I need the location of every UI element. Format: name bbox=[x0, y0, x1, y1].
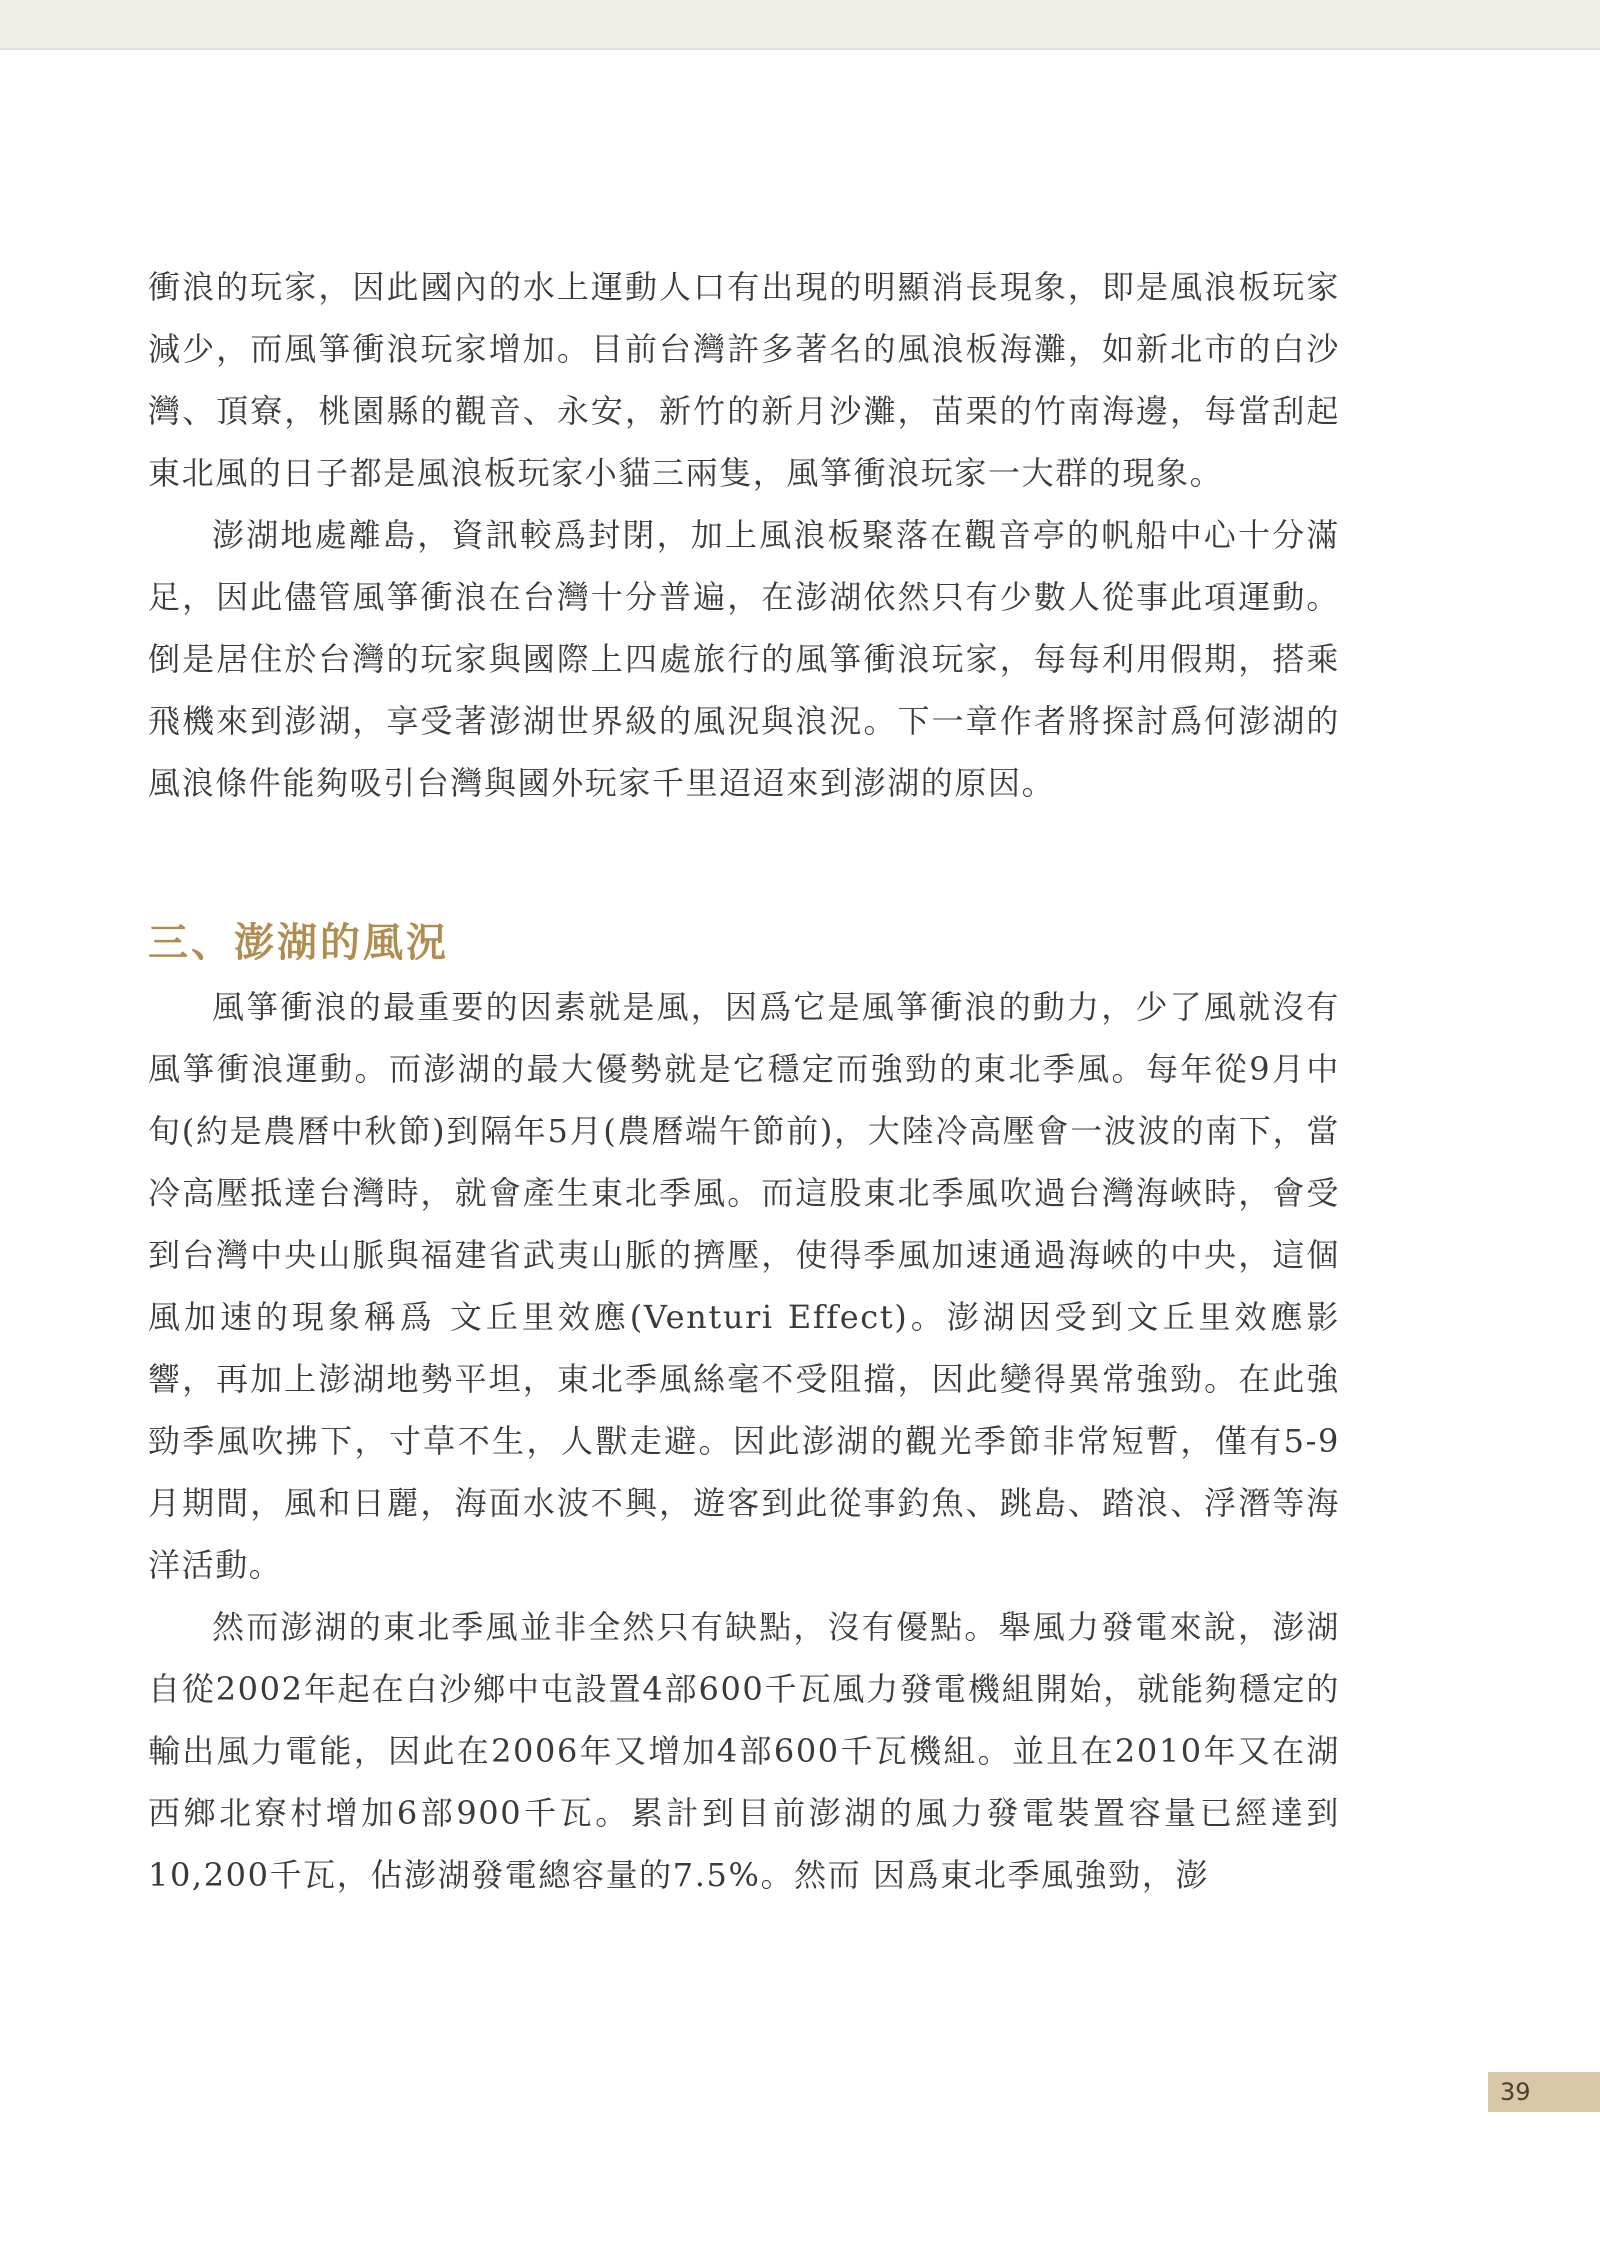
body-paragraph-2: 澎湖地處離島，資訊較爲封閉，加上風浪板聚落在觀音亭的帆船中心十分滿足，因此儘管風箏衝浪在台灣十分普遍，在澎湖依然只有少數人從事此項運動。倒是居住於台灣的玩家與國際上四處旅行的風箏衝浪玩家，每每利用假期，搭乘飛機來到澎湖，享受著澎湖世界級的風況與浪況。下一章作者將探討爲何澎湖的風浪條件能夠吸引台灣與國外玩家千里迢迢來到澎湖的原因。 bbox=[148, 516, 1340, 802]
body-paragraph-4: 然而澎湖的東北季風並非全然只有缺點，沒有優點。舉風力發電來說，澎湖自從2002年起在白沙鄉中屯設置4部600千瓦風力發電機組開始，就能夠穩定的輸出風力電能，因此在2006年又增加4部600千瓦機組。並且在2010年又在湖西鄉北寮村增加6部900千瓦。累計到目前澎湖的風力發電裝置容量已經達到10,200千瓦，佔澎湖發電總容量的7.5%。然而 因爲東北季風強勁，澎 bbox=[148, 1608, 1340, 1894]
page-top-band bbox=[0, 0, 1600, 48]
page-number-tab bbox=[1488, 2072, 1600, 2112]
page-number: 39 bbox=[1500, 2078, 1531, 2106]
page-body bbox=[148, 256, 1340, 1906]
body-paragraph-3: 風箏衝浪的最重要的因素就是風，因爲它是風箏衝浪的動力，少了風就沒有風箏衝浪運動。而澎湖的最大優勢就是它穩定而強勁的東北季風。每年從9月中旬(約是農曆中秋節)到隔年5月(農曆端午節前)，大陸冷高壓會一波波的南下，當冷高壓抵達台灣時，就會產生東北季風。而這股東北季風吹過台灣海峽時，會受到台灣中央山脈與福建省武夷山脈的擠壓，使得季風加速通過海峽的中央，這個風加速的現象稱爲 文丘里效應(Venturi Effect)。澎湖因受到文丘里效應影響，再加上澎湖地勢平坦，東北季風絲毫不受阻擋，因此變得異常強勁。在此強勁季風吹拂下，寸草不生，人獸走避。因此澎湖的觀光季節非常短暫，僅有5-9月期間，風和日麗，海面水波不興，遊客到此從事釣魚、跳島、踏浪、浮潛等海洋活動。 bbox=[148, 988, 1340, 1584]
page-top-rule bbox=[0, 48, 1600, 50]
body-paragraph-1: 衝浪的玩家，因此國內的水上運動人口有出現的明顯消長現象，即是風浪板玩家減少，而風箏衝浪玩家增加。目前台灣許多著名的風浪板海灘，如新北市的白沙灣、頂寮，桃園縣的觀音、永安，新竹的新月沙灘，苗栗的竹南海邊，每當刮起東北風的日子都是風浪板玩家小貓三兩隻，風箏衝浪玩家一大群的現象。 bbox=[148, 268, 1340, 492]
section-heading: 三、澎湖的風況 bbox=[148, 920, 449, 966]
